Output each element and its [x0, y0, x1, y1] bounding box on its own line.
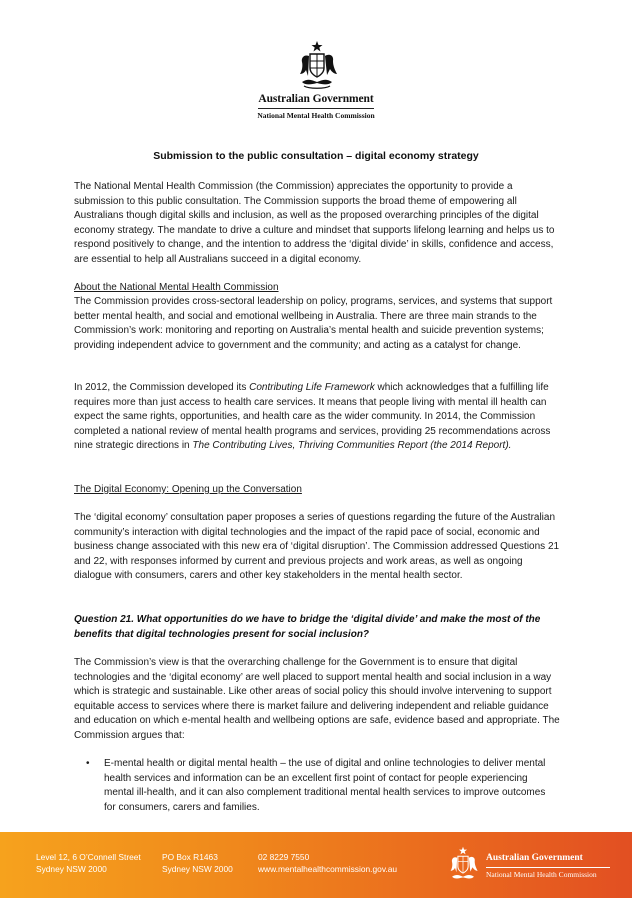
- framework-text-b: which acknowledges that a fulfilling life requires more than just access to health care services. It means that people living with mental ill health can expect the same rights, opportunities, and health care as the wider community. In 2014, the Commission completed a national review of mental health programs and services, providing 25 recommendations across nine strategic directions in: [74, 382, 551, 452]
- section-heading-about: About the National Mental Health Commission: [74, 282, 279, 293]
- government-name: Australian Government: [258, 93, 374, 105]
- framework-title: Contributing Life Framework: [249, 382, 375, 393]
- commission-view-paragraph: The Commission’s view is that the overarching challenge for the Government is to ensure that digital technologies and the ‘digital economy’ are well placed to support mental health and social inclusion in a way which is strategic and sustainable. Like other areas of social policy this should involve intervening to support equitable access to services where there is market failure and delivering independent and reliable guidance and education on which e-mental health and wellbeing options are safe, evidence based and appropriate. The Commission argues that:: [74, 657, 560, 741]
- intro-paragraph: The National Mental Health Commission (the Commission) appreciates the opportunity to provide a submission to this public consultation. The Commission supports the broad theme of empowering all Australians though digital skills and inclusion, as well as the proposed overarching principles of the digital economy strategy. The mandate to drive a culture and mindset that supports lifelong learning and helps us to respond positively to change, and the intention to address the ‘digital divide’ in skills, confidence and access, are essential to help all Australians succeed in a digital economy.: [74, 181, 555, 265]
- framework-paragraph: [74, 381, 560, 454]
- footer-band: [0, 832, 632, 898]
- framework-text-a: In 2012, the Commission developed its: [74, 382, 250, 393]
- bullet-marker: •: [86, 758, 90, 769]
- footer-address: [36, 851, 141, 875]
- footer-address-line2: Sydney NSW 2000: [36, 864, 107, 874]
- footer-address-line1: Level 12, 6 O’Connell Street: [36, 852, 141, 862]
- footer-po-line2: Sydney NSW 2000: [162, 864, 233, 874]
- footer-contact: [258, 851, 397, 875]
- document-title: Submission to the public consultation – digital economy strategy: [153, 150, 479, 162]
- coat-of-arms-icon: [296, 40, 338, 92]
- footer-po-box: [162, 851, 233, 875]
- agency-name: National Mental Health Commission: [257, 111, 375, 120]
- report-title: The Contributing Lives, Thriving Communities Report (the 2014 Report).: [192, 440, 512, 452]
- digital-economy-paragraph: The ‘digital economy’ consultation paper proposes a series of questions regarding the future of the Australian community’s interaction with digital technologies and the impact of the rapid pace of social, economic and business change associated with this new era of ‘digital disruption’. The Commission addressed Questions 21 and 22, with responses informed by current and previous projects and work areas, as well as ongoing dialogue with consumers, carers and other key stakeholders in the mental health sector.: [74, 512, 560, 582]
- bullet-item: E-mental health or digital mental health – the use of digital and online technologies to deliver mental health services and information can be an excellent first point of contact for people experiencing mental ill-health, and it can also complement traditional mental health services to improve outcomes for consumers, carers and families.: [104, 758, 546, 813]
- footer-phone: 02 8229 7550: [258, 852, 310, 862]
- footer-agency-name: National Mental Health Commission: [486, 870, 597, 879]
- footer-government-name: Australian Government: [486, 853, 583, 863]
- question-21: Question 21. What opportunities do we have to bridge the ‘digital divide’ and make the most of the benefits that digital technologies present for social inclusion?: [74, 614, 541, 640]
- footer-website-link[interactable]: www.mentalhealthcommission.gov.au: [258, 864, 398, 874]
- header-divider: [258, 108, 374, 109]
- footer-divider: [486, 867, 610, 868]
- section-heading-digital-economy: The Digital Economy: Opening up the Conversation: [74, 484, 302, 495]
- about-paragraph: The Commission provides cross-sectoral leadership on policy, programs, services, and systems that support better mental health, and social and emotional wellbeing in Australia. There are three main strands to the Commission’s work: monitoring and reporting on Australia’s mental health and suicide prevention systems; providing independent advice to government and the community; and acting as a catalyst for change.: [74, 296, 553, 351]
- footer-po-line1: PO Box R1463: [162, 852, 218, 862]
- footer-coat-of-arms-icon: [446, 846, 480, 884]
